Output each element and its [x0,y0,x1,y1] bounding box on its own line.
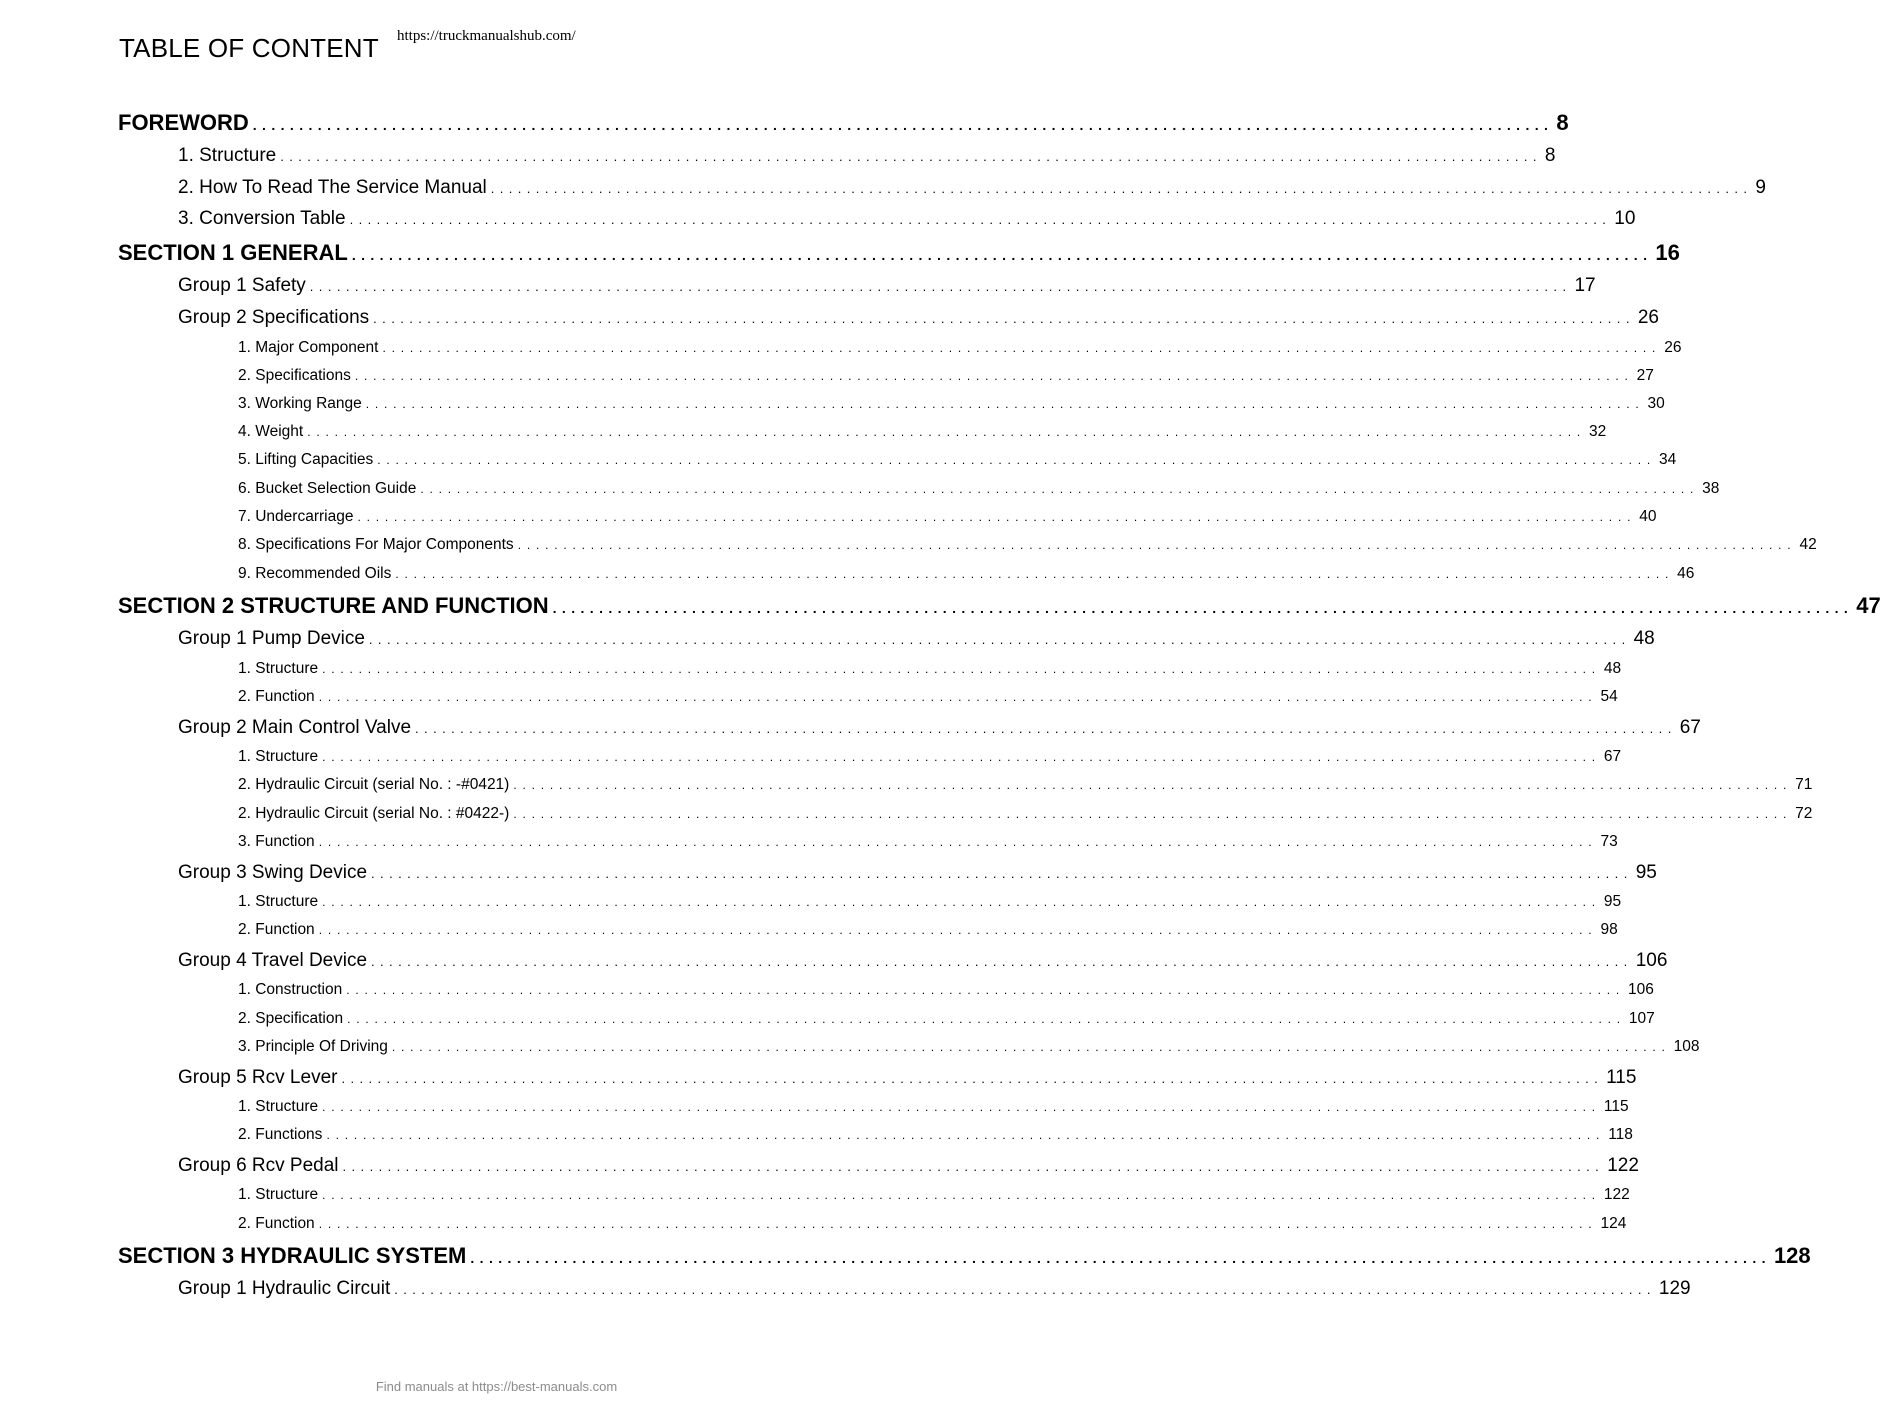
header-url-link[interactable]: https://truckmanualshub.com/ [397,28,576,44]
toc-entry-label: Group 1 Pump Device [178,628,365,649]
dot-leader: ............................................................................................................................................ [371,866,1633,881]
toc-page-number: 54 [1600,688,1618,705]
toc-subentry[interactable] [238,395,1665,417]
toc-entry-label: 3. Principle Of Driving [238,1038,388,1055]
toc-group-entry[interactable] [178,1067,1637,1093]
dot-leader: ............................................................................................................................................ [371,954,1633,969]
dot-leader: ............................................................................................................................................ [322,1100,1601,1114]
footer-text[interactable]: Find manuals at https://best-manuals.com [375,1379,618,1394]
toc-page-number: 48 [1633,628,1655,649]
toc-entry-label: 2. Specifications [238,367,351,384]
toc-subentry[interactable] [238,1098,1629,1120]
dot-leader: ............................................................................................................................................ [280,149,1542,164]
dot-leader: ............................................................................................................................................ [513,778,1793,792]
dot-leader: ............................................................................................................................................ [513,807,1793,821]
dot-leader: ............................................................................................................................................ [322,1188,1601,1202]
toc-page-number: 40 [1639,508,1657,525]
toc-subentry[interactable] [238,1038,1700,1060]
toc-entry-label: 3. Working Range [238,395,362,412]
dot-leader: ............................................................................................................................................ [326,1128,1606,1142]
toc-entry-label: Group 1 Hydraulic Circuit [178,1278,391,1299]
toc-group-entry[interactable] [178,275,1596,301]
toc-entry-label: 1. Structure [238,893,319,910]
toc-subentry[interactable] [238,776,1813,798]
toc-entry-label: 2. Specification [238,1010,344,1027]
toc-page-number: 38 [1702,480,1720,497]
toc-page-number: 73 [1600,833,1618,850]
toc-subentry[interactable] [238,921,1618,943]
toc-entry-label: 1. Major Component [238,339,379,356]
dot-leader: ............................................................................................................................................ [318,923,1598,937]
toc-group-entry[interactable] [178,307,1659,333]
dot-leader: ............................................................................................................................................ [318,1217,1598,1231]
dot-leader: ............................................................................................................................................ [307,425,1586,439]
toc-page-number: 26 [1637,307,1659,328]
toc-entry-label: 7. Undercarriage [238,508,354,525]
toc-entry-label: 3. Function [238,833,315,850]
toc-page-number: 98 [1600,921,1618,938]
toc-subentry[interactable] [238,1126,1633,1148]
toc-entry-label: 2. Hydraulic Circuit (serial No. : -#0421) [238,776,510,793]
dot-leader: ............................................................................................................................................ [373,311,1635,326]
toc-page-number: 95 [1603,893,1622,910]
toc-subentry[interactable] [238,536,1817,558]
toc-page-number: 10 [1614,208,1636,229]
dot-leader: ............................................................................................................................................ [394,1282,1656,1297]
toc-subentry[interactable] [238,1010,1655,1032]
toc-subentry[interactable] [238,893,1622,915]
dot-leader: ............................................................................................................................................ [341,1071,1604,1086]
toc-entry-label: SECTION 1 GENERAL [118,240,348,265]
toc-entry-label: 3. Conversion Table [178,208,346,229]
dot-leader: ............................................................................................................................................ [415,721,1677,736]
toc-page-number: 46 [1677,565,1695,582]
toc-page-number: 122 [1607,1155,1639,1176]
toc-entry-label: SECTION 3 HYDRAULIC SYSTEM [118,1243,467,1268]
toc-page-number: 72 [1795,805,1813,822]
dot-leader: ............................................................................................................................................ [420,482,1700,496]
toc-entry-label: 1. Structure [238,1186,319,1203]
toc-page-number: 67 [1679,717,1701,738]
toc-group-entry[interactable] [178,717,1701,743]
dot-leader: ............................................................................................................................................ [252,117,1554,133]
toc-entry-label: 4. Weight [238,423,304,440]
toc-entry-label: SECTION 2 STRUCTURE AND FUNCTION [118,593,549,618]
toc-section-entry[interactable] [118,1243,1811,1273]
toc-subentry[interactable] [238,480,1720,502]
toc-subentry[interactable] [238,1186,1630,1208]
toc-entry-label: 1. Structure [238,748,319,765]
dot-leader: ............................................................................................................................................ [490,181,1753,196]
toc-entry-label: 2. Function [238,921,315,938]
toc-subentry[interactable] [238,508,1657,530]
dot-leader: ............................................................................................................................................ [322,662,1601,676]
toc-entry-label: 2. Functions [238,1126,323,1143]
toc-subentry[interactable] [238,451,1677,473]
dot-leader: ............................................................................................................................................ [517,538,1797,552]
toc-page-number: 118 [1608,1126,1633,1143]
toc-group-entry[interactable] [178,1155,1639,1181]
toc-entry-label: 1. Structure [238,660,319,677]
toc-entry-label: Group 1 Safety [178,275,306,296]
dot-leader: ............................................................................................................................................ [470,1250,1771,1266]
toc-page-number: 34 [1659,451,1677,468]
toc-entry-label: Group 2 Main Control Valve [178,717,412,738]
toc-entry-label: 2. Function [238,688,315,705]
toc-section-entry[interactable] [118,593,1881,623]
dot-leader: ............................................................................................................................................ [365,397,1645,411]
toc-group-entry[interactable] [178,208,1636,234]
toc-page-number: 16 [1655,240,1680,265]
dot-leader: ............................................................................................................................................ [309,279,1572,294]
toc-section-entry[interactable] [118,240,1680,270]
dot-leader: ............................................................................................................................................ [346,983,1626,997]
dot-leader: ............................................................................................................................................ [318,690,1598,704]
toc-section-entry[interactable] [118,110,1569,140]
toc-subentry[interactable] [238,981,1654,1003]
toc-entry-label: 2. How To Read The Service Manual [178,177,487,198]
toc-entry-label: FOREWORD [118,110,249,135]
toc-page-number: 95 [1635,862,1657,883]
toc-page-number: 129 [1658,1278,1691,1299]
toc-page-number: 106 [1635,950,1668,971]
toc-page-number: 108 [1673,1038,1700,1055]
toc-page-number: 8 [1556,110,1569,135]
toc-group-entry[interactable] [178,950,1668,976]
toc-group-entry[interactable] [178,145,1556,171]
dot-leader: ............................................................................................................................................ [318,835,1598,849]
toc-group-entry[interactable] [178,177,1766,203]
toc-page-number: 47 [1856,593,1881,618]
dot-leader: ............................................................................................................................................ [382,341,1662,355]
dot-leader: ............................................................................................................................................ [342,1159,1605,1174]
toc-page-number: 106 [1628,981,1654,998]
dot-leader: ............................................................................................................................................ [322,895,1601,909]
toc-page-number: 26 [1664,339,1682,356]
toc-page-number: 27 [1636,367,1654,384]
dot-leader: ............................................................................................................................................ [391,1040,1671,1054]
toc-subentry[interactable] [238,833,1618,855]
toc-page-number: 30 [1647,395,1665,412]
toc-subentry[interactable] [238,660,1622,682]
dot-leader: ............................................................................................................................................ [395,567,1675,581]
toc-page-number: 42 [1799,536,1817,553]
dot-leader: ............................................................................................................................................ [351,247,1653,263]
dot-leader: ............................................................................................................................................ [322,750,1601,764]
toc-entry-label: 2. Function [238,1215,315,1232]
toc-page-number: 9 [1755,177,1766,198]
toc-entry-label: Group 6 Rcv Pedal [178,1155,339,1176]
toc-entry-label: 9. Recommended Oils [238,565,392,582]
toc-entry-label: 2. Hydraulic Circuit (serial No. : #0422-) [238,805,510,822]
dot-leader: ............................................................................................................................................ [349,212,1612,227]
dot-leader: ............................................................................................................................................ [354,369,1634,383]
toc-page-number: 124 [1600,1215,1627,1232]
toc-subentry[interactable] [238,339,1682,361]
toc-page-number: 115 [1603,1098,1629,1115]
toc-page-number: 8 [1544,145,1556,166]
dot-leader: ............................................................................................................................................ [357,510,1637,524]
toc-page-number: 122 [1603,1186,1630,1203]
toc-entry-label: 1. Structure [238,1098,319,1115]
toc-subentry[interactable] [238,367,1654,389]
toc-entry-label: Group 3 Swing Device [178,862,368,883]
toc-entry-label: 1. Structure [178,145,277,166]
toc-subentry[interactable] [238,565,1695,587]
toc-page-number: 67 [1603,748,1622,765]
toc-entry-label: Group 4 Travel Device [178,950,368,971]
toc-page-number: 71 [1795,776,1813,793]
toc-subentry[interactable] [238,748,1622,770]
toc-entry-label: Group 5 Rcv Lever [178,1067,338,1088]
toc-page-number: 17 [1574,275,1596,296]
toc-entry-label: 5. Lifting Capacities [238,451,374,468]
dot-leader: ............................................................................................................................................ [377,453,1657,467]
toc-subentry[interactable] [238,805,1813,827]
toc-subentry[interactable] [238,423,1607,445]
toc-entry-label: 6. Bucket Selection Guide [238,480,417,497]
toc-entry-label: 1. Construction [238,981,343,998]
toc-subentry[interactable] [238,688,1618,710]
toc-group-entry[interactable] [178,1278,1691,1304]
toc-group-entry[interactable] [178,862,1657,888]
toc-page-number: 107 [1628,1010,1655,1027]
toc-subentry[interactable] [238,1215,1627,1237]
dot-leader: ............................................................................................................................................ [368,632,1631,647]
toc-page-number: 115 [1606,1067,1637,1088]
page-title: TABLE OF CONTENT [119,33,379,63]
dot-leader: ............................................................................................................................................ [347,1012,1626,1026]
toc-page-number: 128 [1773,1243,1811,1268]
dot-leader: ............................................................................................................................................ [552,600,1854,616]
toc-page-number: 48 [1603,660,1622,677]
toc-page-number: 32 [1588,423,1607,440]
toc-entry-label: Group 2 Specifications [178,307,370,328]
toc-group-entry[interactable] [178,628,1655,654]
toc-entry-label: 8. Specifications For Major Components [238,536,514,553]
